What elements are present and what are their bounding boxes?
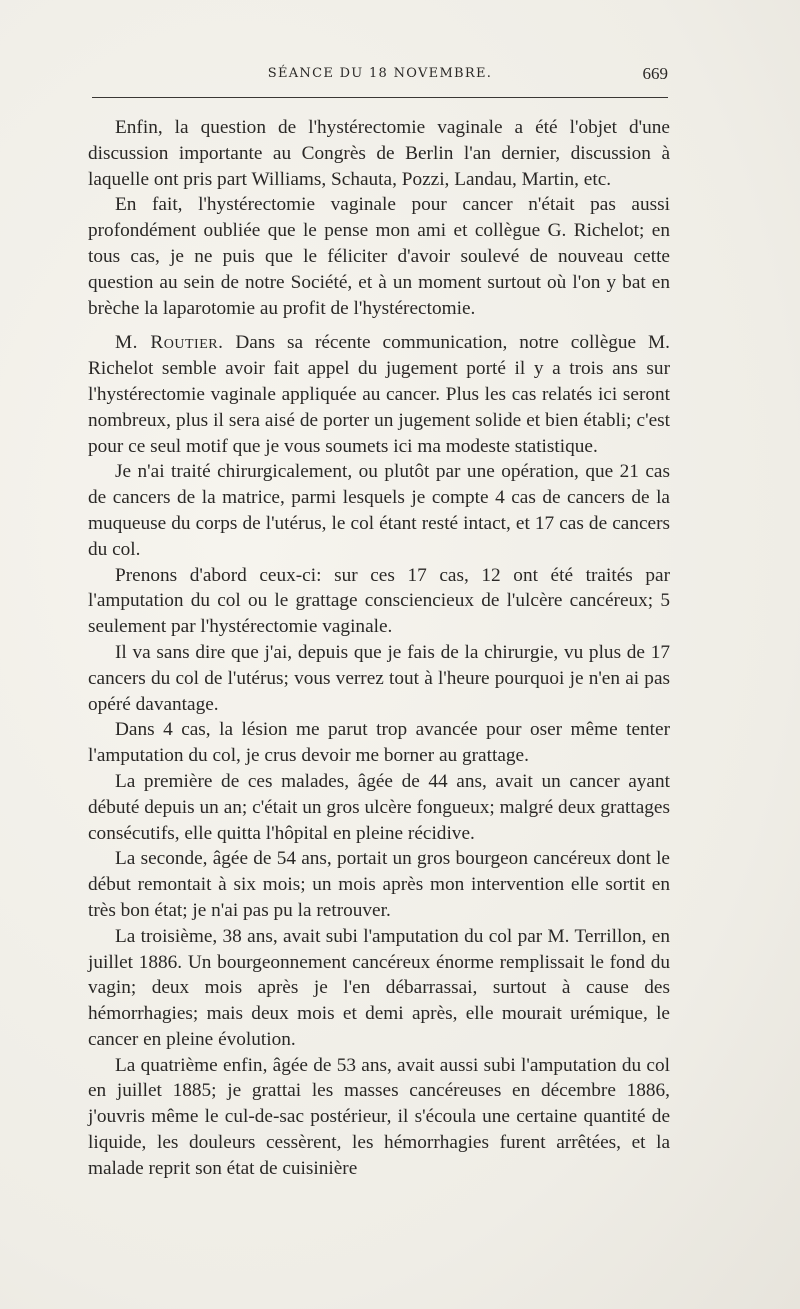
paragraph-1: Enfin, la question de l'hystérectomie vaginale a été l'objet d'une discussion importante au Congrès de Berlin l'an dernier, discussion à laquelle ont pris part Williams, Schauta, Pozzi, Landau, Martin, etc.: [88, 117, 670, 190]
paragraph-7: Dans 4 cas, la lésion me parut trop avancée pour oser même tenter l'amputation du col, je crus devoir me borner au grattage.: [88, 719, 670, 767]
page-number: 669: [642, 64, 668, 83]
header-rule: [92, 97, 668, 98]
paragraph-10: La troisième, 38 ans, avait subi l'amputation du col par M. Terrillon, en juillet 1886. Un bourgeonnement cancéreux énorme remplissait le fond du vagin; deux mois après je l'en débarrassai, surtout à cause des hémorrhagies; mais deux mois et demi après, elle mourait urémique, le cancer en pleine évolution.: [88, 925, 670, 1050]
paragraph-3: [88, 330, 670, 459]
paragraph-5: Prenons d'abord ceux-ci: sur ces 17 cas, 12 ont été traités par l'amputation du col ou le grattage consciencieux de l'ulcère cancéreux; 5 seulement par l'hystérectomie vaginale.: [88, 564, 670, 638]
speaker-name: M. Routier.: [115, 332, 224, 354]
running-head: [92, 66, 668, 90]
paragraph-4: Je n'ai traité chirurgicalement, ou plutôt par une opération, que 21 cas de cancers de la matrice, parmi lesquels je compte 4 cas de cancers de la muqueuse du corps de l'utérus, le col étant resté intact, et 17 cas de cancers du col.: [88, 461, 670, 560]
running-title: SÉANCE DU 18 NOVEMBRE.: [267, 66, 493, 81]
paragraph-6: Il va sans dire que j'ai, depuis que je fais de la chirurgie, vu plus de 17 cancers du col de l'utérus; vous verrez tout à l'heure pourquoi je n'en ai pas opéré davantage.: [88, 641, 670, 715]
paragraph-11: La quatrième enfin, âgée de 53 ans, avait aussi subi l'amputation du col en juillet 1885; je grattai les masses cancéreuses en décembre 1886, j'ouvris même le cul-de-sac postérieur, il s'écoula une certaine quantité de liquide, les douleurs cessèrent, les hémorrhagies furent arrêtées, et la malade reprit son état de cuisinière: [88, 1054, 670, 1179]
paragraph-2: En fait, l'hystérectomie vaginale pour cancer n'était pas aussi profondément oubliée que le pense mon ami et collègue G. Richelot; en tous cas, je ne puis que le féliciter d'avoir soulevé de nouveau cette question au sein de notre Société, et à un moment surtout où l'on y bat en brèche la laparotomie au profit de l'hystérectomie.: [88, 194, 670, 319]
body-text: [88, 115, 670, 1182]
paragraph-9: La seconde, âgée de 54 ans, portait un gros bourgeon cancéreux dont le début remontait à six mois; un mois après mon intervention elle sortit en très bon état; je n'ai pas pu la retrouver.: [88, 848, 670, 921]
paragraph-3-text: Dans sa récente communication, notre collègue M. Richelot semble avoir fait appel du jugement porté il y a trois ans sur l'hystérectomie vaginale appliquée au cancer. Plus les cas relatés ici seront nombreux, plus il sera aisé de porter un jugement solide et bien établi; c'est pour ce seul motif que je vous soumets ici ma modeste statistique.: [88, 332, 671, 457]
paragraph-8: La première de ces malades, âgée de 44 ans, avait un cancer ayant débuté depuis un an; c'était un gros ulcère fongueux; malgré deux grattages consécutifs, elle quitta l'hôpital en pleine récidive.: [88, 770, 670, 844]
